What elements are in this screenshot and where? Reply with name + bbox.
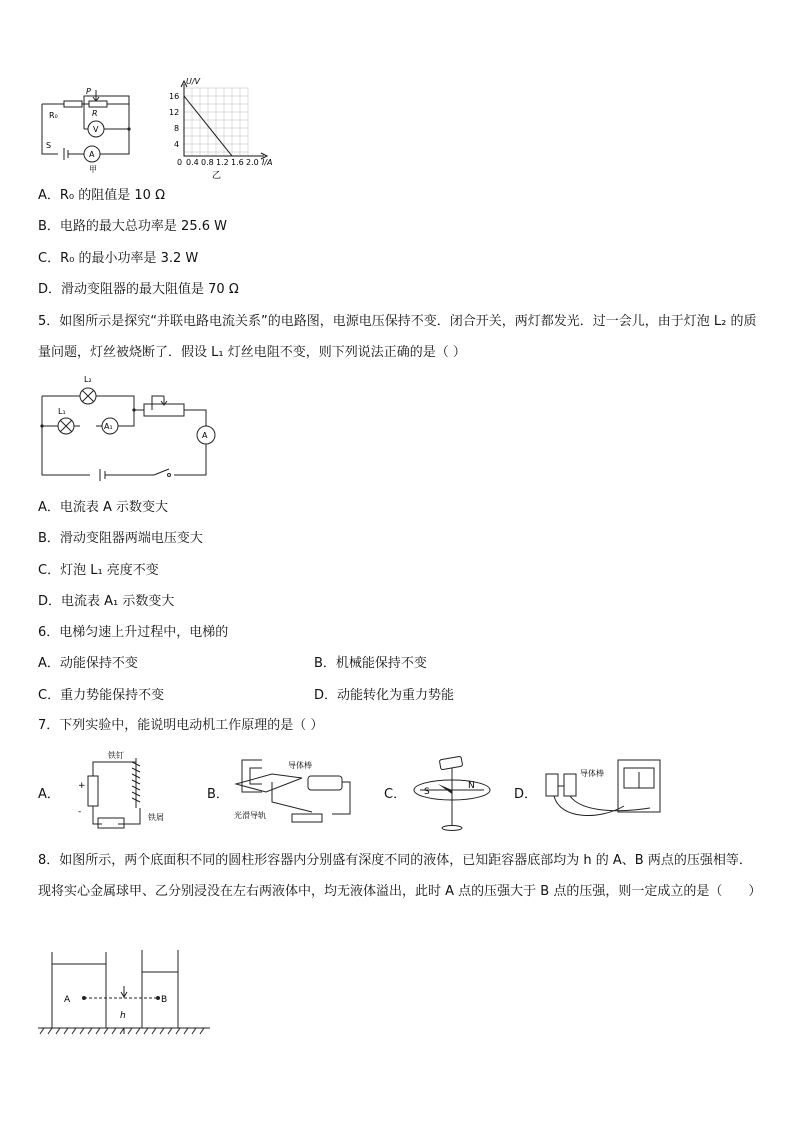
minus-sign: - [78,807,82,817]
y-tick: 16 [169,92,180,101]
q6-stem: 6．电梯匀速上升过程中，电梯的 [38,625,229,640]
y-tick: 8 [174,124,180,133]
q5-option-c: C．灯泡 L₁ 亮度不变 [38,563,159,578]
q6-option-d: D．动能转化为重力势能 [314,688,455,703]
y-axis-label: U/V [186,77,201,86]
plus-sign: + [78,781,86,791]
circuit-diagram-jia [34,84,144,176]
rod-label: 导体棒 [288,761,312,770]
q5-option-a: A．电流表 A 示数变大 [38,500,169,515]
q5-option-d: D．电流表 A₁ 示数变大 [38,594,175,609]
q5-option-b: B．滑动变阻器两端电压变大 [38,531,203,546]
caption-jia: 甲 [89,165,97,174]
r-label: R [92,109,98,118]
q5-stem: 5．如图所示是探究“并联电路电流关系”的电路图，电源电压保持不变．闭合开关，两灯都发光．过一会儿，由于灯泡 L₂ 的质量问题，灯丝被烧断了．假设 L₁ 灯丝电阻不变，则下列说法正确的是（ ） [38,314,757,360]
h-label: h [120,1011,126,1021]
r0-label: R₀ [49,111,58,120]
compass-needle-figure [410,750,500,836]
point-a-label: A [64,995,71,1005]
q7-label-b: B． [207,787,229,802]
q6-option-a: A．动能保持不变 [38,656,138,671]
a1-label: A₁ [104,422,113,431]
q4-option-a: A．R₀ 的阻值是 10 Ω [38,188,166,203]
q8-stem: 8．如图所示，两个底面积不同的圆柱形容器内分别盛有深度不同的液体，已知距容器底部均为 h 的 A、B 两点的压强相等．现将实心金属球甲、乙分别浸没在左右两液体中，均无液体溢出，此时 A 点的压强大于 B 点的压强，则一定成立的是（ ） [38,853,762,899]
x-tick: 0.4 [186,158,199,167]
x-axis-label: I/A [262,158,273,167]
y-tick: 12 [169,108,180,117]
q7-label-a: A． [38,787,60,802]
galvanometer-figure [540,750,670,836]
q4-option-c: C．R₀ 的最小功率是 3.2 W [38,251,199,266]
x-tick: 0 [177,158,183,167]
x-tick: 1.2 [216,158,229,167]
p-label: P [86,87,91,96]
l2-label: L₂ [84,375,92,384]
nail-label: 铁钉 [108,751,124,760]
s-label: S [46,141,52,150]
n-pole-label: N [468,781,475,791]
q6-option-b: B．机械能保持不变 [314,656,427,671]
x-tick: 1.6 [231,158,244,167]
x-tick: 0.8 [201,158,214,167]
rod-label-d: 导体棒 [580,769,604,778]
x-tick: 2.0 [246,158,259,167]
y-tick: 4 [174,140,180,149]
ui-graph-yi [168,76,288,181]
q4-option-b: B．电路的最大总功率是 25.6 W [38,219,227,234]
filings-label: 铁屑 [148,813,164,822]
caption-yi: 乙 [212,171,222,181]
voltmeter-label: V [93,125,99,134]
point-b-label: B [161,995,168,1005]
ammeter-label: A [89,150,95,159]
containers-figure [34,946,214,1038]
parallel-circuit-diagram [34,370,224,482]
electromagnet-experiment-figure [66,748,176,836]
q7-stem: 7．下列实验中，能说明电动机工作原理的是（ ） [38,718,324,733]
a-label: A [202,431,208,440]
q7-label-c: C． [384,787,407,802]
l1-label: L₁ [58,407,66,416]
q6-option-c: C．重力势能保持不变 [38,688,165,703]
q4-option-d: D．滑动变阻器的最大阻值是 70 Ω [38,282,239,297]
s-pole-label: S [424,787,430,797]
q7-label-d: D． [514,787,538,802]
rail-label: 光滑导轨 [234,811,266,820]
conductor-rod-figure [232,752,362,836]
